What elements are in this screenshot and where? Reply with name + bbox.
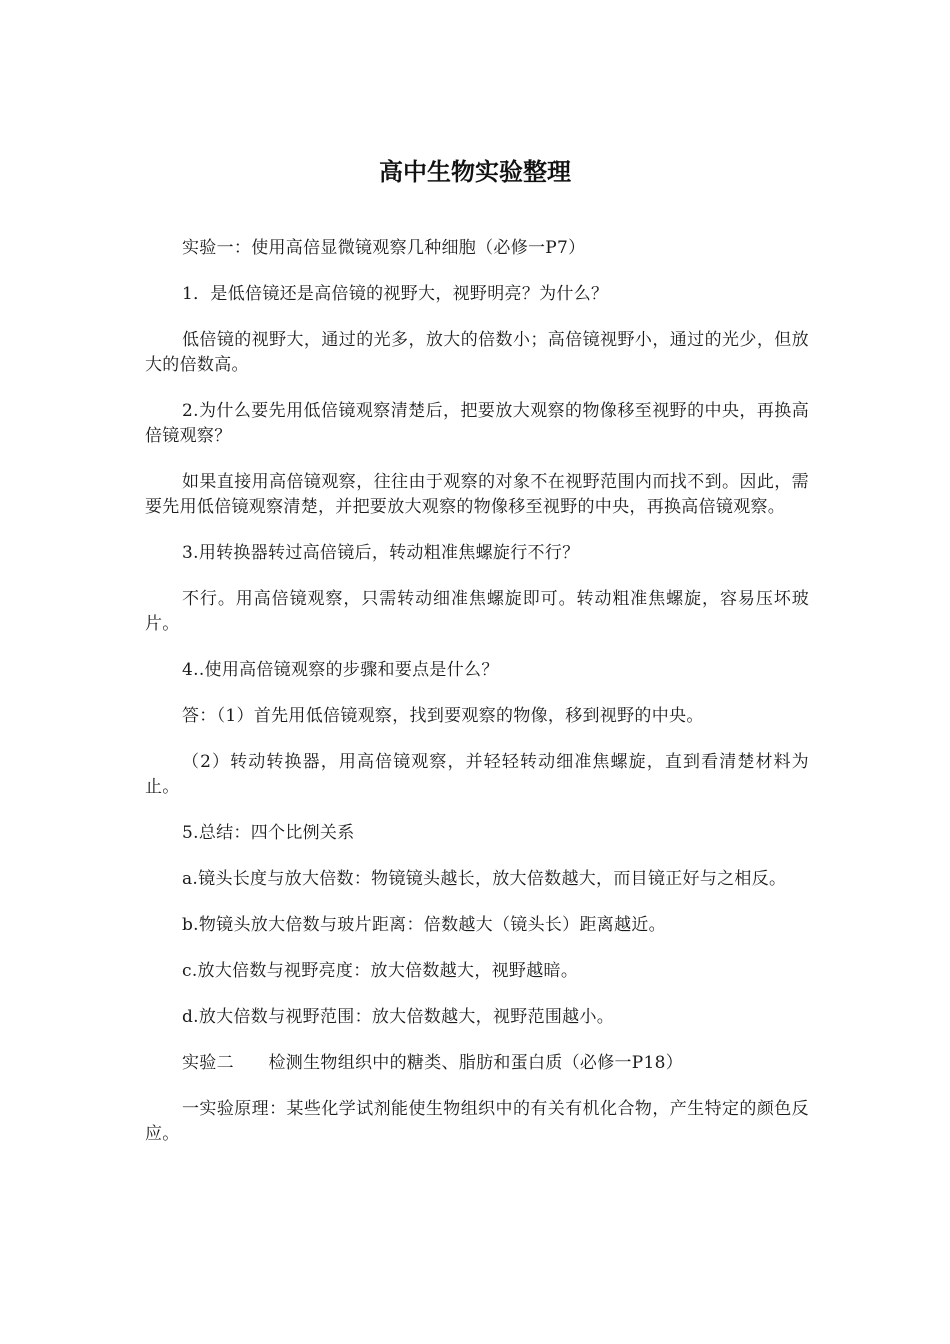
paragraph-answer-3: 不行。用高倍镜观察，只需转动细准焦螺旋即可。转动粗准焦螺旋，容易压坏玻片。 [145, 589, 809, 634]
paragraph-experiment-1-heading: 实验一：使用高倍显微镜观察几种细胞（必修一P7） [182, 238, 586, 258]
paragraph-answer-4-step-2: （2）转动转换器，用高倍镜观察，并轻轻转动细准焦螺旋，直到看清楚材料为止。 [145, 752, 809, 797]
paragraph-answer-2: 如果直接用高倍镜观察，往往由于观察的对象不在视野范围内而找不到。因此，需要先用低倍镜观察清楚，并把要放大观察的物像移至视野的中央，再换高倍镜观察。 [145, 472, 809, 517]
paragraph-question-1: 1．是低倍镜还是高倍镜的视野大，视野明亮？为什么？ [182, 284, 609, 304]
paragraph-experiment-2-principle: 一实验原理：某些化学试剂能使生物组织中的有关有机化合物，产生特定的颜色反应。 [145, 1099, 809, 1144]
paragraph-experiment-2-heading: 实验二 检测生物组织中的糖类、脂肪和蛋白质（必修一P18） [182, 1053, 684, 1073]
paragraph-question-3: 3.用转换器转过高倍镜后，转动粗准焦螺旋行不行？ [182, 543, 580, 563]
paragraph-answer-1: 低倍镜的视野大，通过的光多，放大的倍数小；高倍镜视野小，通过的光少，但放大的倍数高。 [145, 330, 809, 375]
document-title: 高中生物实验整理 [379, 158, 571, 186]
document-body [145, 236, 809, 1147]
paragraph-question-4: 4..使用高倍镜观察的步骤和要点是什么？ [182, 660, 499, 680]
paragraph-summary-b: b.物镜头放大倍数与玻片距离：倍数越大（镜头长）距离越近。 [182, 915, 666, 935]
paragraph-summary-d: d.放大倍数与视野范围：放大倍数越大，视野范围越小。 [182, 1007, 615, 1027]
paragraph-summary-heading: 5.总结：四个比例关系 [182, 823, 355, 843]
paragraph-question-2: 2.为什么要先用低倍镜观察清楚后，把要放大观察的物像移至视野的中央，再换高倍镜观察？ [145, 401, 809, 446]
paragraph-summary-a: a.镜头长度与放大倍数：物镜镜头越长，放大倍数越大，而目镜正好与之相反。 [182, 869, 787, 889]
paragraph-summary-c: c.放大倍数与视野亮度：放大倍数越大，视野越暗。 [182, 961, 579, 981]
paragraph-answer-4-step-1: 答：（1）首先用低倍镜观察，找到要观察的物像，移到视野的中央。 [182, 706, 704, 726]
